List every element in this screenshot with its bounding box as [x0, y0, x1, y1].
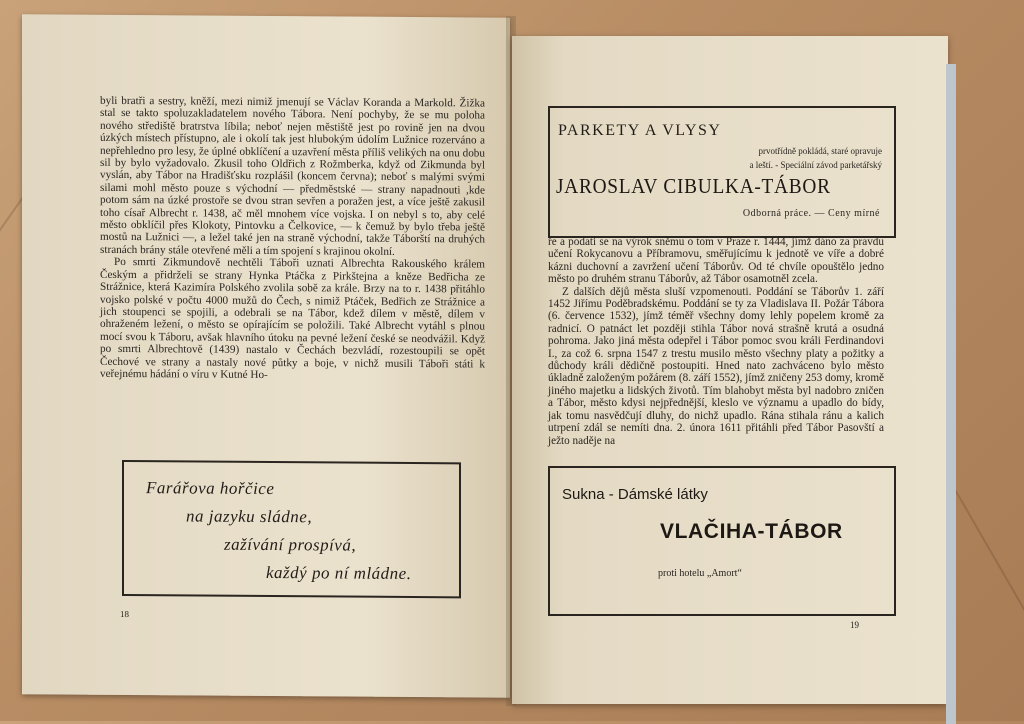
- left-paragraph-2: Po smrti Zikmundově nechtěli Táboři uznati Albrechta Rakouského králem Českým a přidrželi se strany Hynka Ptáčka z Pirkštejna a kněze Bedřicha ze Strážnice, která Kazimíra Polského zvolila sobě za krále. Brzy na to r. 1438 přitáhlo vojsko polské v počtu 4000 mužů do Čech, s nimiž Ptáček, Bedřich ze Strážnice a jich stoupenci se spojili, a odebrali se na Tábor, kdež dílem v městě, dílem v ohraženém ležení, o město se opírajícím se položili. Také Albrecht vytáhl s plnou mocí svou k Táboru, avšak hlavního útoku na pevné ležení české se neodvážil. Když po smrti Albrechtově (1439) nastalo v Čechách bezvládí, rozestoupili se opět Čechové ve strany a nastaly nové půtky a boje, v nichž musili Táboři státi k veřejnému hádání o víru v Kutné Ho-: [100, 256, 485, 381]
- vlaciha-company-name: VLAČIHA-TÁBOR: [660, 520, 843, 543]
- right-page: [512, 36, 948, 704]
- left-paragraph-1: byli bratři a sestry, kněží, mezi nimiž jmenují se Václav Koranda a Markold. Žižka stal se takto spoluzakladatelem nového Tábora. Není pochyby, že se mu poloha nového střediště bratrstva líbila; neboť nejen městiště jest po rovině jen na dvou úzkých místech přístupno, ale i okolí tak jest hlubokým údolím Lužnice rozerváno a nepřehledno pro lesy, že úplné obklíčení a uzavření města příliš velikých na onu dobu sil by bylo vyžadovalo. Zkusil toho Oldřich z Rožmberka, když od Zikmunda byl vyslán, aby Tábor na Hradišťsku rozplášil (koncem června); neboť s malými svými silami mohl město pouze s východní — předměstské — strany napadnouti ,kde potom sám na úzké prostoře se dvou stran sevřen a poražen jest, a více ještě zakusil toho císař Albrecht r. 1438, ač měl mnohem více vojska. I on nebyl s to, aby celé město obklíčil přes Klokoty, Pintovku a Čelkovice, — k čemuž by bylo třeba ještě mostů na Lužnici —, a ležel také jen na straně východní, takže Táborští na druhých stranách brány stále otevřené měli a tím spojení s krajinou okolní.: [100, 94, 485, 258]
- page-edge: [946, 64, 956, 724]
- mustard-line-4: každý po ní mládne.: [266, 563, 412, 584]
- sukna-advertisement: [548, 466, 896, 616]
- parkety-title: PARKETY A VLYSY: [558, 122, 722, 139]
- page-number-left: 18: [120, 608, 129, 620]
- parkety-company-name: JAROSLAV CIBULKA-TÁBOR: [556, 174, 831, 198]
- mustard-line-1: Farářova hořčice: [146, 478, 275, 499]
- parkety-footer: Odborná práce. — Ceny mírné: [742, 208, 880, 219]
- right-paragraph-1: ře a podati se na výrok sněmu o tom v Praze r. 1444, jímž dáno za pravdu učení Rokycanovu a Příbramovu, směřujícímu k jednotě ve víře a dobré kázni duchovní a zavržení učení Táborův. Od té chvíle opouštělo jedno město po druhém stranu Táborův, až Tábor osamotněl zcela.: [548, 236, 884, 286]
- sukna-title: Sukna - Dámské látky: [562, 486, 708, 503]
- mustard-line-3: zažívání prospívá,: [224, 534, 357, 555]
- right-body-text: [548, 236, 884, 447]
- mustard-advertisement: [122, 460, 461, 598]
- parkety-advertisement: [548, 106, 896, 238]
- page-number-right: 19: [850, 620, 859, 630]
- left-page: [22, 14, 510, 697]
- mustard-line-2: na jazyku sládne,: [186, 506, 313, 527]
- sukna-footer: proti hotelu „Amort“: [658, 568, 742, 579]
- left-body-text: [100, 95, 485, 383]
- right-paragraph-2: Z dalších dějů města sluší vzpomenouti. Poddání se Táborův 1. září 1452 Jiřímu Poděbradskému. Poddání se ty za Vladislava II. Požár Tábora (6. července 1532), jímž téměř všechny domy lehly popelem kromě za radnicí. O patnáct let později stihla Tábor nová strašně krutá a osudná pohroma. Jako jiná města odepřel i Tábor pomoc svou králi Ferdinandovi I., za což 6. srpna 1547 z trestu musilo město všechny platy a požitky a důchody králi dědičně postoupiti. Hned nato zachváceno bylo město úkladně založeným požárem (8. září 1552), jímž zničeny 253 domy, kromě jiného majetku a lidských životů. Tím blahobyt města byl nadobro zničen a Tábor, město kdysi nejpřednější, kleslo ve významu a upadlo do bídy, jak tomu nasvědčují dluhy, do nichž upadlo. Rána stihala ránu a kalich utrpení zdál se nemíti dna. 2. února 1611 přitáhli před Tábor Pasovští a ježto naděje na: [548, 285, 884, 447]
- booklet: [22, 16, 972, 706]
- parkety-desc-1: prvotřídně pokládá, staré opravuje: [758, 146, 882, 156]
- parkety-desc-2: a leští. - Speciální závod parketářský: [749, 160, 882, 170]
